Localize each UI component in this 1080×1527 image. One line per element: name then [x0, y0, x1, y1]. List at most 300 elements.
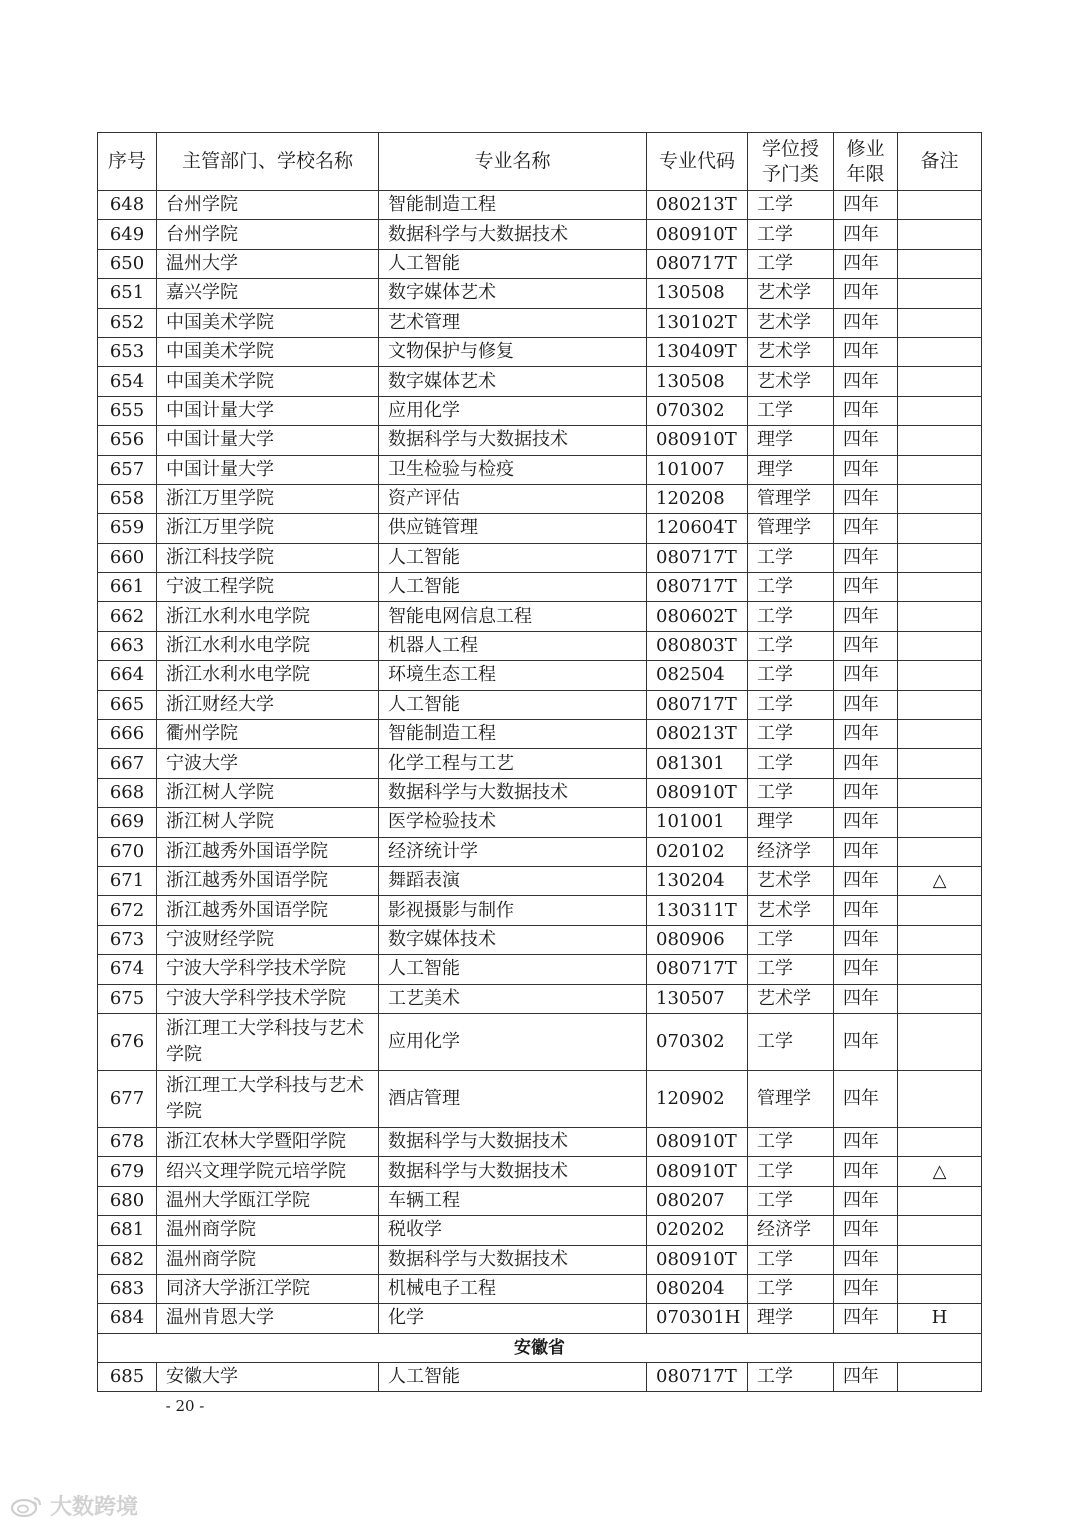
cell-years: 四年	[834, 925, 898, 954]
cell-years: 四年	[834, 866, 898, 895]
cell-school: 同济大学浙江学院	[157, 1274, 379, 1303]
cell-note	[898, 514, 982, 543]
cell-no: 674	[98, 955, 157, 984]
cell-code: 130507	[647, 984, 748, 1013]
cell-school: 浙江水利水电学院	[157, 602, 379, 631]
cell-years: 四年	[834, 690, 898, 719]
cell-school: 浙江水利水电学院	[157, 631, 379, 660]
cell-degree-category: 经济学	[748, 837, 834, 866]
cell-school: 浙江越秀外国语学院	[157, 837, 379, 866]
cell-no: 685	[98, 1363, 157, 1392]
cell-major: 环境生态工程	[379, 661, 647, 690]
cell-major: 智能制造工程	[379, 191, 647, 220]
cell-degree-category: 工学	[748, 1013, 834, 1070]
cell-code: 130102T	[647, 308, 748, 337]
table-row	[98, 1186, 982, 1215]
cell-note	[898, 1186, 982, 1215]
table-row	[98, 220, 982, 249]
cell-degree-category: 艺术学	[748, 984, 834, 1013]
cell-no: 679	[98, 1157, 157, 1186]
cell-major: 人工智能	[379, 249, 647, 278]
cell-degree-category: 理学	[748, 455, 834, 484]
cell-no: 649	[98, 220, 157, 249]
cell-major: 供应链管理	[379, 514, 647, 543]
cell-degree-category: 管理学	[748, 514, 834, 543]
cell-school: 衢州学院	[157, 720, 379, 749]
cell-note	[898, 1013, 982, 1070]
cell-school: 台州学院	[157, 191, 379, 220]
cell-no: 666	[98, 720, 157, 749]
cell-major: 工艺美术	[379, 984, 647, 1013]
cell-code: 080717T	[647, 249, 748, 278]
cell-major: 车辆工程	[379, 1186, 647, 1215]
cell-major: 化学工程与工艺	[379, 749, 647, 778]
cell-school: 绍兴文理学院元培学院	[157, 1157, 379, 1186]
cell-no: 669	[98, 808, 157, 837]
cell-school: 温州肯恩大学	[157, 1304, 379, 1333]
cell-code: 080910T	[647, 1127, 748, 1156]
cell-school: 宁波财经学院	[157, 925, 379, 954]
cell-note	[898, 808, 982, 837]
cell-degree-category: 管理学	[748, 1070, 834, 1127]
cell-major: 文物保护与修复	[379, 337, 647, 366]
cell-degree-category: 工学	[748, 249, 834, 278]
cell-years: 四年	[834, 1070, 898, 1127]
cell-note	[898, 1245, 982, 1274]
table-row	[98, 1070, 982, 1127]
cell-note	[898, 984, 982, 1013]
cell-years: 四年	[834, 631, 898, 660]
cell-code: 080602T	[647, 602, 748, 631]
cell-school: 宁波大学	[157, 749, 379, 778]
cell-no: 680	[98, 1186, 157, 1215]
table-row	[98, 984, 982, 1013]
cell-code: 120902	[647, 1070, 748, 1127]
cell-school: 安徽大学	[157, 1363, 379, 1392]
cell-years: 四年	[834, 984, 898, 1013]
cell-school: 浙江万里学院	[157, 484, 379, 513]
table-row	[98, 426, 982, 455]
cell-school: 温州大学	[157, 249, 379, 278]
cell-school: 浙江万里学院	[157, 514, 379, 543]
cell-code: 020202	[647, 1216, 748, 1245]
cell-code: 082504	[647, 661, 748, 690]
header-years	[834, 133, 898, 191]
table-row	[98, 484, 982, 513]
cell-school: 浙江理工大学科技与艺术学院	[157, 1013, 379, 1070]
table-row	[98, 955, 982, 984]
cell-major: 数字媒体艺术	[379, 279, 647, 308]
cell-no: 670	[98, 837, 157, 866]
cell-major: 智能电网信息工程	[379, 602, 647, 631]
cell-school: 浙江财经大学	[157, 690, 379, 719]
cell-no: 665	[98, 690, 157, 719]
cell-school: 中国计量大学	[157, 426, 379, 455]
cell-code: 101007	[647, 455, 748, 484]
cell-no: 675	[98, 984, 157, 1013]
cell-major: 影视摄影与制作	[379, 896, 647, 925]
table-row	[98, 631, 982, 660]
cell-major: 数据科学与大数据技术	[379, 778, 647, 807]
cell-degree-category: 理学	[748, 808, 834, 837]
cell-note	[898, 484, 982, 513]
cell-code: 070302	[647, 396, 748, 425]
cell-school: 浙江树人学院	[157, 808, 379, 837]
cell-no: 650	[98, 249, 157, 278]
cell-degree-category: 艺术学	[748, 896, 834, 925]
cell-no: 648	[98, 191, 157, 220]
cell-years: 四年	[834, 1274, 898, 1303]
cell-years: 四年	[834, 543, 898, 572]
cell-major: 卫生检验与检疫	[379, 455, 647, 484]
watermark	[10, 1490, 138, 1521]
table-row	[98, 602, 982, 631]
table-row	[98, 837, 982, 866]
table-row	[98, 749, 982, 778]
cell-note	[898, 1127, 982, 1156]
cell-years: 四年	[834, 514, 898, 543]
cell-major: 人工智能	[379, 1363, 647, 1392]
cell-years: 四年	[834, 1363, 898, 1392]
cell-no: 673	[98, 925, 157, 954]
cell-major: 应用化学	[379, 1013, 647, 1070]
cell-major: 医学检验技术	[379, 808, 647, 837]
cell-school: 中国计量大学	[157, 396, 379, 425]
table-row	[98, 396, 982, 425]
cell-note	[898, 1216, 982, 1245]
cell-code: 080717T	[647, 573, 748, 602]
table-row	[98, 1304, 982, 1333]
cell-no: 654	[98, 367, 157, 396]
cell-years: 四年	[834, 308, 898, 337]
table-row	[98, 337, 982, 366]
cell-major: 经济统计学	[379, 837, 647, 866]
cell-code: 080910T	[647, 1157, 748, 1186]
cell-major: 舞蹈表演	[379, 866, 647, 895]
cell-school: 浙江理工大学科技与艺术学院	[157, 1070, 379, 1127]
cell-major: 机械电子工程	[379, 1274, 647, 1303]
cell-degree-category: 工学	[748, 1127, 834, 1156]
table-row	[98, 866, 982, 895]
cell-no: 671	[98, 866, 157, 895]
cell-school: 温州商学院	[157, 1216, 379, 1245]
cell-school: 中国美术学院	[157, 337, 379, 366]
cell-note	[898, 690, 982, 719]
table-row	[98, 1216, 982, 1245]
cell-years: 四年	[834, 1157, 898, 1186]
cell-years: 四年	[834, 337, 898, 366]
table-row	[98, 1157, 982, 1186]
program-table	[97, 132, 982, 1392]
cell-major: 人工智能	[379, 573, 647, 602]
cell-degree-category: 工学	[748, 778, 834, 807]
table-row	[98, 308, 982, 337]
table-row	[98, 543, 982, 572]
cell-major: 智能制造工程	[379, 720, 647, 749]
cell-note	[898, 778, 982, 807]
table-row	[98, 1274, 982, 1303]
cell-degree-category: 管理学	[748, 484, 834, 513]
cell-note: △	[898, 866, 982, 895]
header-note: 备注	[898, 133, 982, 191]
table-header-row	[98, 133, 982, 191]
cell-school: 中国美术学院	[157, 308, 379, 337]
cell-years: 四年	[834, 1304, 898, 1333]
cell-no: 663	[98, 631, 157, 660]
cell-code: 130508	[647, 279, 748, 308]
header-degree	[748, 133, 834, 191]
cell-code: 080910T	[647, 426, 748, 455]
header-no: 序号	[98, 133, 157, 191]
cell-note	[898, 308, 982, 337]
cell-no: 662	[98, 602, 157, 631]
cell-degree-category: 工学	[748, 220, 834, 249]
cell-major: 数据科学与大数据技术	[379, 426, 647, 455]
cell-school: 温州大学瓯江学院	[157, 1186, 379, 1215]
cell-note	[898, 925, 982, 954]
cell-degree-category: 工学	[748, 661, 834, 690]
cell-no: 667	[98, 749, 157, 778]
cell-note	[898, 249, 982, 278]
cell-code: 080204	[647, 1274, 748, 1303]
cell-no: 657	[98, 455, 157, 484]
cell-years: 四年	[834, 220, 898, 249]
cell-code: 080803T	[647, 631, 748, 660]
cell-years: 四年	[834, 720, 898, 749]
table-row	[98, 778, 982, 807]
cell-code: 070301H	[647, 1304, 748, 1333]
cell-no: 659	[98, 514, 157, 543]
cell-degree-category: 工学	[748, 1245, 834, 1274]
cell-years: 四年	[834, 661, 898, 690]
cell-note	[898, 1070, 982, 1127]
cell-years: 四年	[834, 1245, 898, 1274]
cell-degree-category: 工学	[748, 749, 834, 778]
cell-years: 四年	[834, 778, 898, 807]
cell-degree-category: 工学	[748, 955, 834, 984]
cell-years: 四年	[834, 837, 898, 866]
cell-note	[898, 543, 982, 572]
cell-major: 数据科学与大数据技术	[379, 1127, 647, 1156]
cell-years: 四年	[834, 1013, 898, 1070]
cell-major: 人工智能	[379, 955, 647, 984]
cell-no: 683	[98, 1274, 157, 1303]
cell-school: 浙江农林大学暨阳学院	[157, 1127, 379, 1156]
cell-note	[898, 367, 982, 396]
cell-years: 四年	[834, 396, 898, 425]
header-years-line1: 修业	[846, 137, 885, 160]
cell-major: 人工智能	[379, 690, 647, 719]
table-row	[98, 1363, 982, 1392]
cell-major: 机器人工程	[379, 631, 647, 660]
cell-degree-category: 工学	[748, 720, 834, 749]
cell-note	[898, 396, 982, 425]
header-major: 专业名称	[379, 133, 647, 191]
cell-code: 120604T	[647, 514, 748, 543]
cell-years: 四年	[834, 249, 898, 278]
table-row	[98, 1245, 982, 1274]
cell-code: 080207	[647, 1186, 748, 1215]
cell-years: 四年	[834, 455, 898, 484]
cell-major: 酒店管理	[379, 1070, 647, 1127]
cell-note	[898, 191, 982, 220]
page-number: - 20 -	[165, 1397, 205, 1415]
header-degree-line1: 学位授	[761, 137, 819, 160]
cell-note	[898, 661, 982, 690]
cell-code: 080906	[647, 925, 748, 954]
cell-code: 080717T	[647, 955, 748, 984]
cell-note	[898, 337, 982, 366]
cell-note	[898, 837, 982, 866]
header-code: 专业代码	[647, 133, 748, 191]
cell-school: 浙江越秀外国语学院	[157, 866, 379, 895]
cell-no: 676	[98, 1013, 157, 1070]
cell-years: 四年	[834, 602, 898, 631]
cell-years: 四年	[834, 484, 898, 513]
cell-degree-category: 工学	[748, 1274, 834, 1303]
cell-no: 681	[98, 1216, 157, 1245]
cell-no: 660	[98, 543, 157, 572]
cell-note	[898, 749, 982, 778]
cell-note	[898, 896, 982, 925]
cell-note	[898, 279, 982, 308]
cell-major: 人工智能	[379, 543, 647, 572]
cell-degree-category: 艺术学	[748, 866, 834, 895]
cell-note: H	[898, 1304, 982, 1333]
header-school: 主管部门、学校名称	[157, 133, 379, 191]
cell-degree-category: 工学	[748, 396, 834, 425]
cell-note	[898, 1274, 982, 1303]
cell-years: 四年	[834, 279, 898, 308]
cell-code: 130204	[647, 866, 748, 895]
cell-years: 四年	[834, 191, 898, 220]
cell-code: 130409T	[647, 337, 748, 366]
cell-years: 四年	[834, 1216, 898, 1245]
cell-no: 678	[98, 1127, 157, 1156]
cell-no: 668	[98, 778, 157, 807]
cell-code: 080213T	[647, 720, 748, 749]
cell-code: 080213T	[647, 191, 748, 220]
cell-degree-category: 工学	[748, 1363, 834, 1392]
cell-degree-category: 工学	[748, 543, 834, 572]
cell-major: 资产评估	[379, 484, 647, 513]
watermark-text: 大数跨境	[50, 1495, 139, 1520]
header-degree-line2: 予门类	[761, 162, 819, 185]
cell-note	[898, 602, 982, 631]
cell-school: 浙江科技学院	[157, 543, 379, 572]
table-row	[98, 1127, 982, 1156]
cell-school: 浙江树人学院	[157, 778, 379, 807]
cell-degree-category: 艺术学	[748, 279, 834, 308]
cell-no: 656	[98, 426, 157, 455]
cell-no: 664	[98, 661, 157, 690]
table-row	[98, 367, 982, 396]
cell-no: 658	[98, 484, 157, 513]
cell-no: 655	[98, 396, 157, 425]
cell-years: 四年	[834, 367, 898, 396]
table-row	[98, 249, 982, 278]
cell-school: 温州商学院	[157, 1245, 379, 1274]
cell-note	[898, 573, 982, 602]
cell-note	[898, 455, 982, 484]
cell-code: 130508	[647, 367, 748, 396]
cell-code: 080717T	[647, 1363, 748, 1392]
cell-degree-category: 工学	[748, 690, 834, 719]
cell-no: 652	[98, 308, 157, 337]
cell-school: 浙江水利水电学院	[157, 661, 379, 690]
cell-school: 宁波工程学院	[157, 573, 379, 602]
cell-major: 数字媒体技术	[379, 925, 647, 954]
cell-degree-category: 工学	[748, 573, 834, 602]
cell-degree-category: 理学	[748, 1304, 834, 1333]
cell-years: 四年	[834, 896, 898, 925]
cell-code: 080910T	[647, 220, 748, 249]
cell-years: 四年	[834, 1127, 898, 1156]
table-row	[98, 896, 982, 925]
table-row	[98, 925, 982, 954]
cell-note	[898, 1363, 982, 1392]
table-row	[98, 720, 982, 749]
cell-major: 数字媒体艺术	[379, 367, 647, 396]
cell-years: 四年	[834, 808, 898, 837]
cell-degree-category: 工学	[748, 631, 834, 660]
table-row	[98, 661, 982, 690]
cell-major: 应用化学	[379, 396, 647, 425]
weibo-logo-icon	[10, 1495, 44, 1517]
cell-code: 081301	[647, 749, 748, 778]
cell-code: 020102	[647, 837, 748, 866]
cell-school: 浙江越秀外国语学院	[157, 896, 379, 925]
cell-degree-category: 工学	[748, 602, 834, 631]
cell-school: 台州学院	[157, 220, 379, 249]
cell-code: 070302	[647, 1013, 748, 1070]
cell-note	[898, 220, 982, 249]
cell-years: 四年	[834, 749, 898, 778]
cell-degree-category: 工学	[748, 191, 834, 220]
header-years-line2: 年限	[846, 162, 885, 185]
cell-major: 数据科学与大数据技术	[379, 1245, 647, 1274]
cell-note	[898, 955, 982, 984]
cell-major: 数据科学与大数据技术	[379, 1157, 647, 1186]
cell-code: 101001	[647, 808, 748, 837]
cell-degree-category: 工学	[748, 925, 834, 954]
province-row	[98, 1333, 982, 1362]
cell-code: 080910T	[647, 778, 748, 807]
table-row	[98, 455, 982, 484]
cell-major: 艺术管理	[379, 308, 647, 337]
table-row	[98, 808, 982, 837]
cell-school: 宁波大学科学技术学院	[157, 984, 379, 1013]
cell-degree-category: 艺术学	[748, 337, 834, 366]
cell-years: 四年	[834, 955, 898, 984]
table-row	[98, 514, 982, 543]
cell-no: 661	[98, 573, 157, 602]
table-row	[98, 1013, 982, 1070]
cell-code: 080910T	[647, 1245, 748, 1274]
cell-code: 080717T	[647, 543, 748, 572]
table-row	[98, 191, 982, 220]
cell-years: 四年	[834, 573, 898, 602]
cell-degree-category: 经济学	[748, 1216, 834, 1245]
cell-code: 130311T	[647, 896, 748, 925]
cell-note	[898, 631, 982, 660]
cell-code: 120208	[647, 484, 748, 513]
cell-note: △	[898, 1157, 982, 1186]
cell-degree-category: 工学	[748, 1157, 834, 1186]
cell-note	[898, 720, 982, 749]
cell-no: 684	[98, 1304, 157, 1333]
cell-note	[898, 426, 982, 455]
